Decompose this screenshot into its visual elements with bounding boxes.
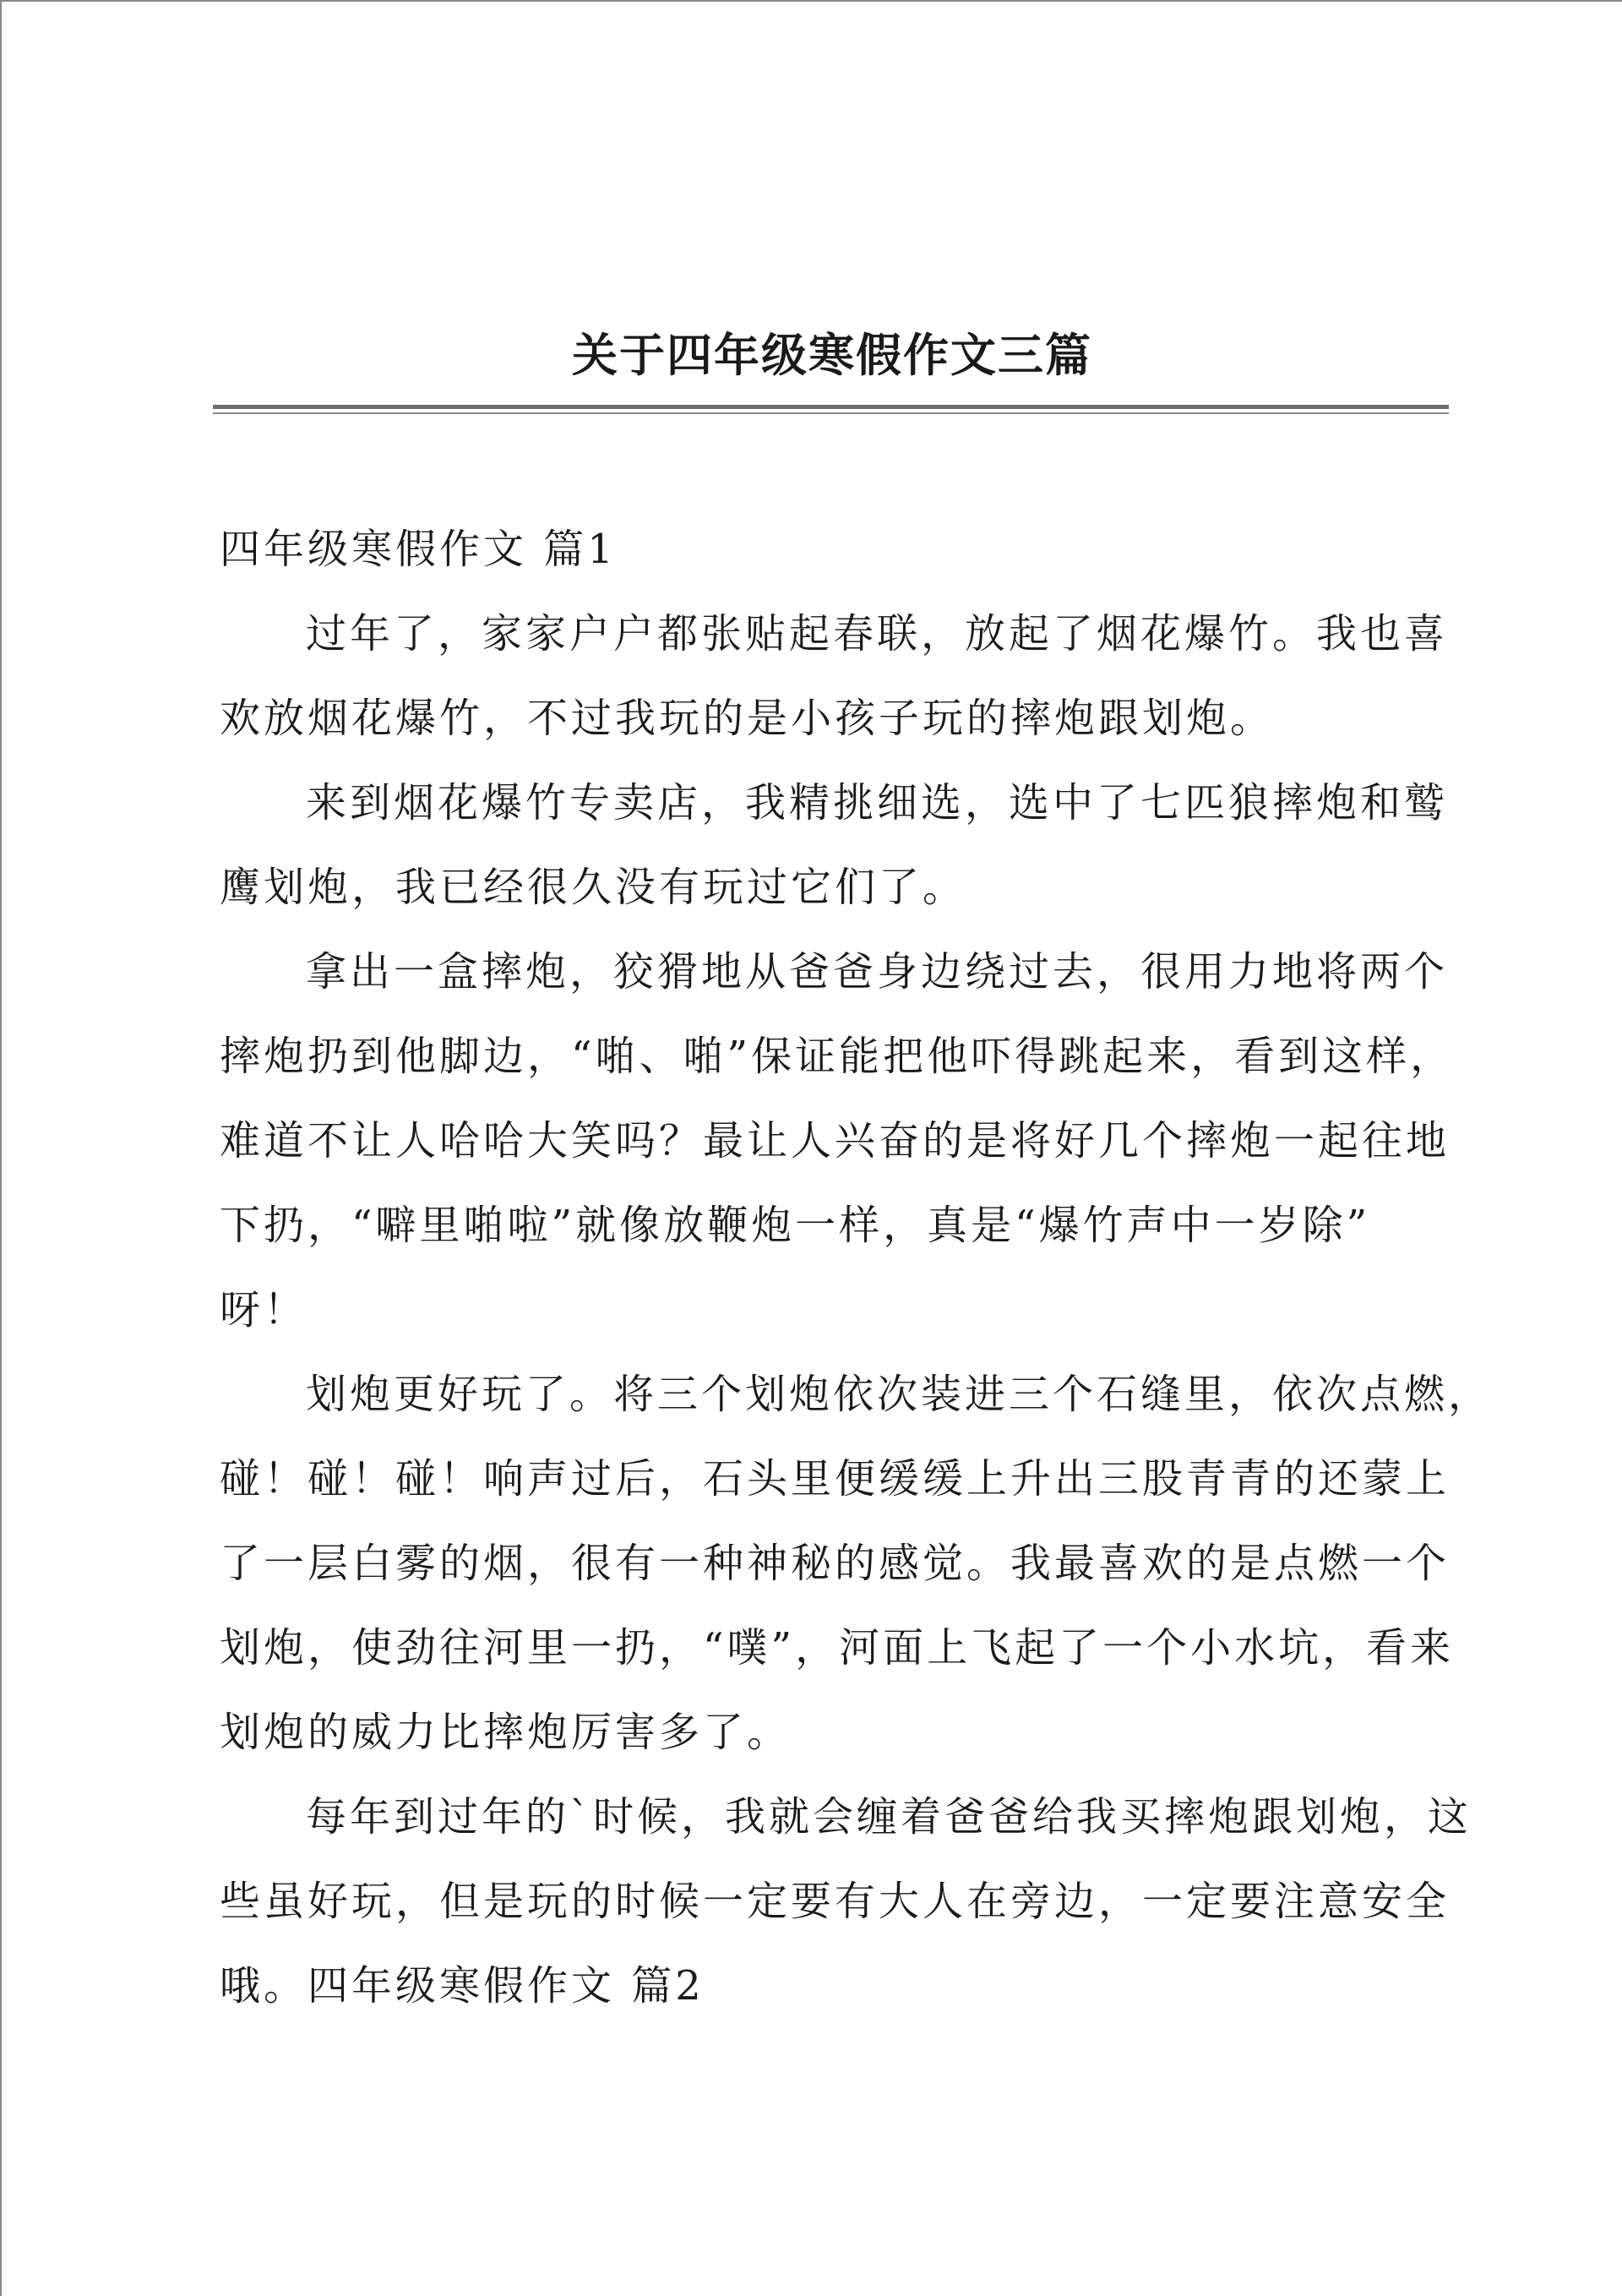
text-line: 划炮，使劲往河里一扔，“噗”，河面上飞起了一个小水坑，看来 [220,1624,1455,1672]
text-line: 每年到过年的`时候，我就会缠着爸爸给我买摔炮跟划炮，这 [306,1793,1472,1841]
text-line: 摔炮扔到他脚边，“啪、啪”保证能把他吓得跳起来，看到这样， [220,1033,1455,1080]
text-line: 欢放烟花爆竹，不过我玩的是小孩子玩的摔炮跟划炮。 [220,695,1275,742]
text-line: 下扔，“噼里啪啦”就像放鞭炮一样，真是“爆竹声中一岁除” [220,1202,1371,1249]
text-line: 拿出一盒摔炮，狡猾地从爸爸身边绕过去，很用力地将两个 [306,948,1449,995]
text-line: 难道不让人哈哈大笑吗？最让人兴奋的是将好几个摔炮一起往地 [220,1117,1451,1164]
text-line: 些虽好玩，但是玩的时候一定要有大人在旁边，一定要注意安全 [220,1878,1451,1925]
text-line: 过年了，家家户户都张贴起春联，放起了烟花爆竹。我也喜 [306,610,1449,657]
document-body [220,507,1493,2028]
text-line: 哦。四年级寒假作文 篇2 [220,1962,705,2010]
text-line: 划炮的威力比摔炮厉害多了。 [220,1709,792,1756]
text-line: 呀！ [220,1286,308,1333]
page-border [0,0,2,2296]
document-title: 关于四年级寒假作文三篇 [572,328,1092,382]
text-line: 了一层白雾的烟，很有一种神秘的感觉。我最喜欢的是点燃一个 [220,1540,1451,1587]
text-line: 四年级寒假作文 篇1 [220,526,617,573]
page-border-top [0,0,1622,2]
title-divider-thin [213,412,1449,414]
text-line: 鹰划炮，我已经很久没有玩过它们了。 [220,864,967,911]
text-line: 来到烟花爆竹专卖店，我精挑细选，选中了七匹狼摔炮和鹫 [306,779,1449,826]
title-divider-thick [213,405,1449,409]
text-line: 划炮更好玩了。将三个划炮依次装进三个石缝里，依次点燃， [306,1371,1493,1418]
text-line: 碰！碰！碰！响声过后，石头里便缓缓上升出三股青青的还蒙上 [220,1455,1451,1502]
